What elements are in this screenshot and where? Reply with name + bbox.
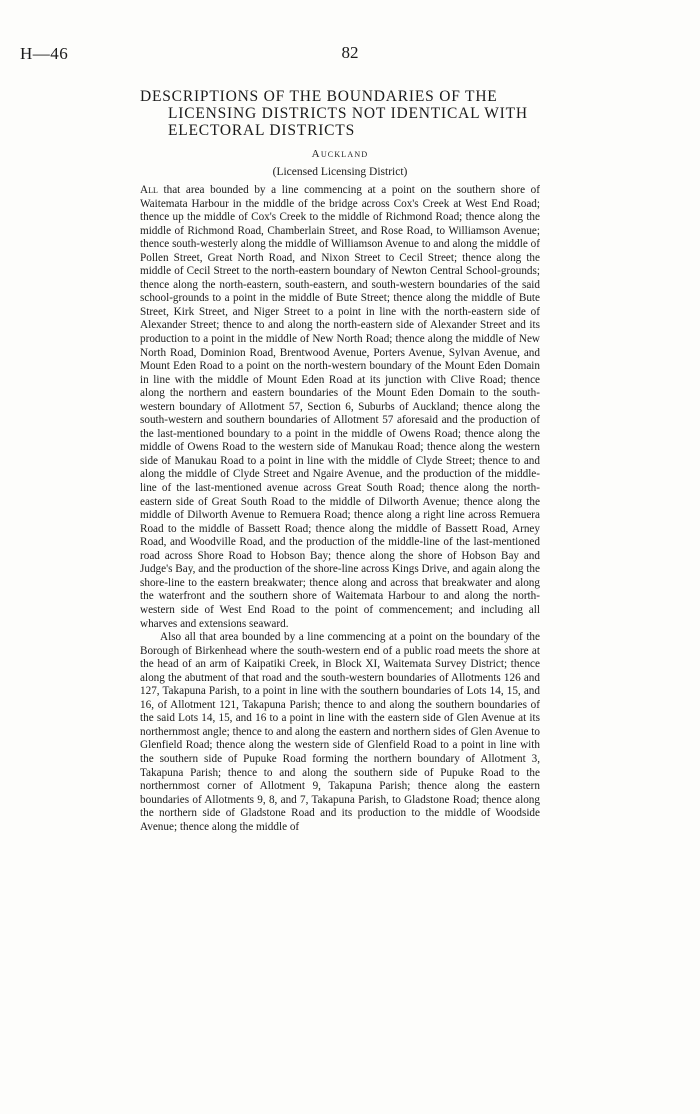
document-title: [140, 88, 540, 139]
title-line-3: ELECTORAL DISTRICTS: [168, 122, 355, 139]
title-line-2: LICENSING DISTRICTS NOT IDENTICAL WITH: [168, 105, 528, 122]
paragraph-lead-word: All: [140, 184, 158, 196]
title-line-1: DESCRIPTIONS OF THE BOUNDARIES OF THE: [140, 88, 498, 105]
district-heading: Auckland: [311, 148, 369, 160]
paragraph-1-text: that area bounded by a line commencing at a point on the southern shore of Waitemata Harbour in the middle of the bridge across Cox's Creek at West End Road; thence up the middle of Cox's Creek to the middle of Richmond Road; thence along the middle of Richmond Road, Chamberlain Street, and Rose Road, to Williamson Avenue; thence south-westerly along the middle of Williamson Avenue to and along the middle of Pollen Street, Great North Road, and Nixon Street to Cecil Street; thence along the middle of Cecil Street to the north-eastern boundary of Newton Central School-grounds; thence along the north-eastern, south-eastern, and south-western boundaries of the said school-grounds to a point in the middle of Bute Street; thence along the middle of Bute Street, Kirk Street, and Niger Street to a point in line with the north-eastern side of Alexander Street; thence to and along the north-eastern side of Alexander Street and its production to a point in the middle of New North Road; thence along the middle of New North Road, Dominion Road, Brentwood Avenue, Porters Avenue, Sylvan Avenue, and Mount Eden Road to a point on the north-western boundary of the Mount Eden Domain in line with the middle of Mount Eden Road at its junction with Clive Road; thence along the northern and eastern boundaries of the Mount Eden Domain to the south-western boundary of Allotment 57, Section 6, Suburbs of Auckland; thence along the south-western and southern boundaries of Allotment 57 aforesaid and the production of the last-mentioned boundary to a point in the middle of Owens Road; thence along the middle of Owens Road to the western side of Manukau Road; thence along the western side of Manukau Road to a point in line with the middle of Clyde Street; thence to and along the middle of Clyde Street and Ngaire Avenue, and the production of the middle-line of the last-mentioned avenue across Great South Road; thence along the north-eastern side of Great South Road to the middle of Dilworth Avenue; thence along the middle of Dilworth Avenue to Remuera Road; thence along a right line across Remuera Road to the middle of Bassett Road; thence along the middle of Bassett Road, Arney Road, and Woodville Road, and the production of the middle-line of the last-mentioned road across Shore Road to Hobson Bay; thence along the shore of Hobson Bay and Judge's Bay, and the production of the shore-line across Kings Drive, and again along the shore-line to the eastern breakwater; thence along and across that breakwater and along the waterfront and the southern shore of Waitemata Harbour to and along the north-western side of West End Road to the point of commencement; and including all wharves and extensions seaward.: [140, 184, 540, 630]
paragraph-1: [140, 184, 540, 631]
boundary-description: [140, 184, 540, 834]
district-subheading: (Licensed Licensing District): [272, 166, 408, 178]
parliamentary-paper-reference: H—46: [20, 44, 69, 63]
paragraph-2: Also all that area bounded by a line commencing at a point on the boundary of the Borough of Birkenhead where the south-western end of a public road meets the shore at the head of an arm of Kaipatiki Creek, in Block XI, Waitemata Survey District; thence along the abutment of that road and the south-western boundaries of Allotments 126 and 127, Takapuna Parish, to a point in line with the southern boundaries of Lots 14, 15, and 16, of Allotment 121, Takapuna Parish; thence to and along the southern boundaries of the said Lots 14, 15, and 16 to a point in line with the eastern side of Glen Avenue at its northernmost angle; thence to and along the eastern and northern sides of Glen Avenue to Glenfield Road; thence along the western side of Glenfield Road to a point in line with the southern side of Pupuke Road forming the northern boundary of Allotment 3, Takapuna Parish; thence to and along the southern side of Pupuke Road to the northernmost corner of Allotment 9, Takapuna Parish; thence along the eastern boundaries of Allotments 9, 8, and 7, Takapuna Parish, to Gladstone Road; thence along the northern side of Gladstone Road and its production to the middle of Woodside Avenue; thence along the middle of: [140, 631, 540, 833]
page-number: 82: [341, 43, 359, 62]
